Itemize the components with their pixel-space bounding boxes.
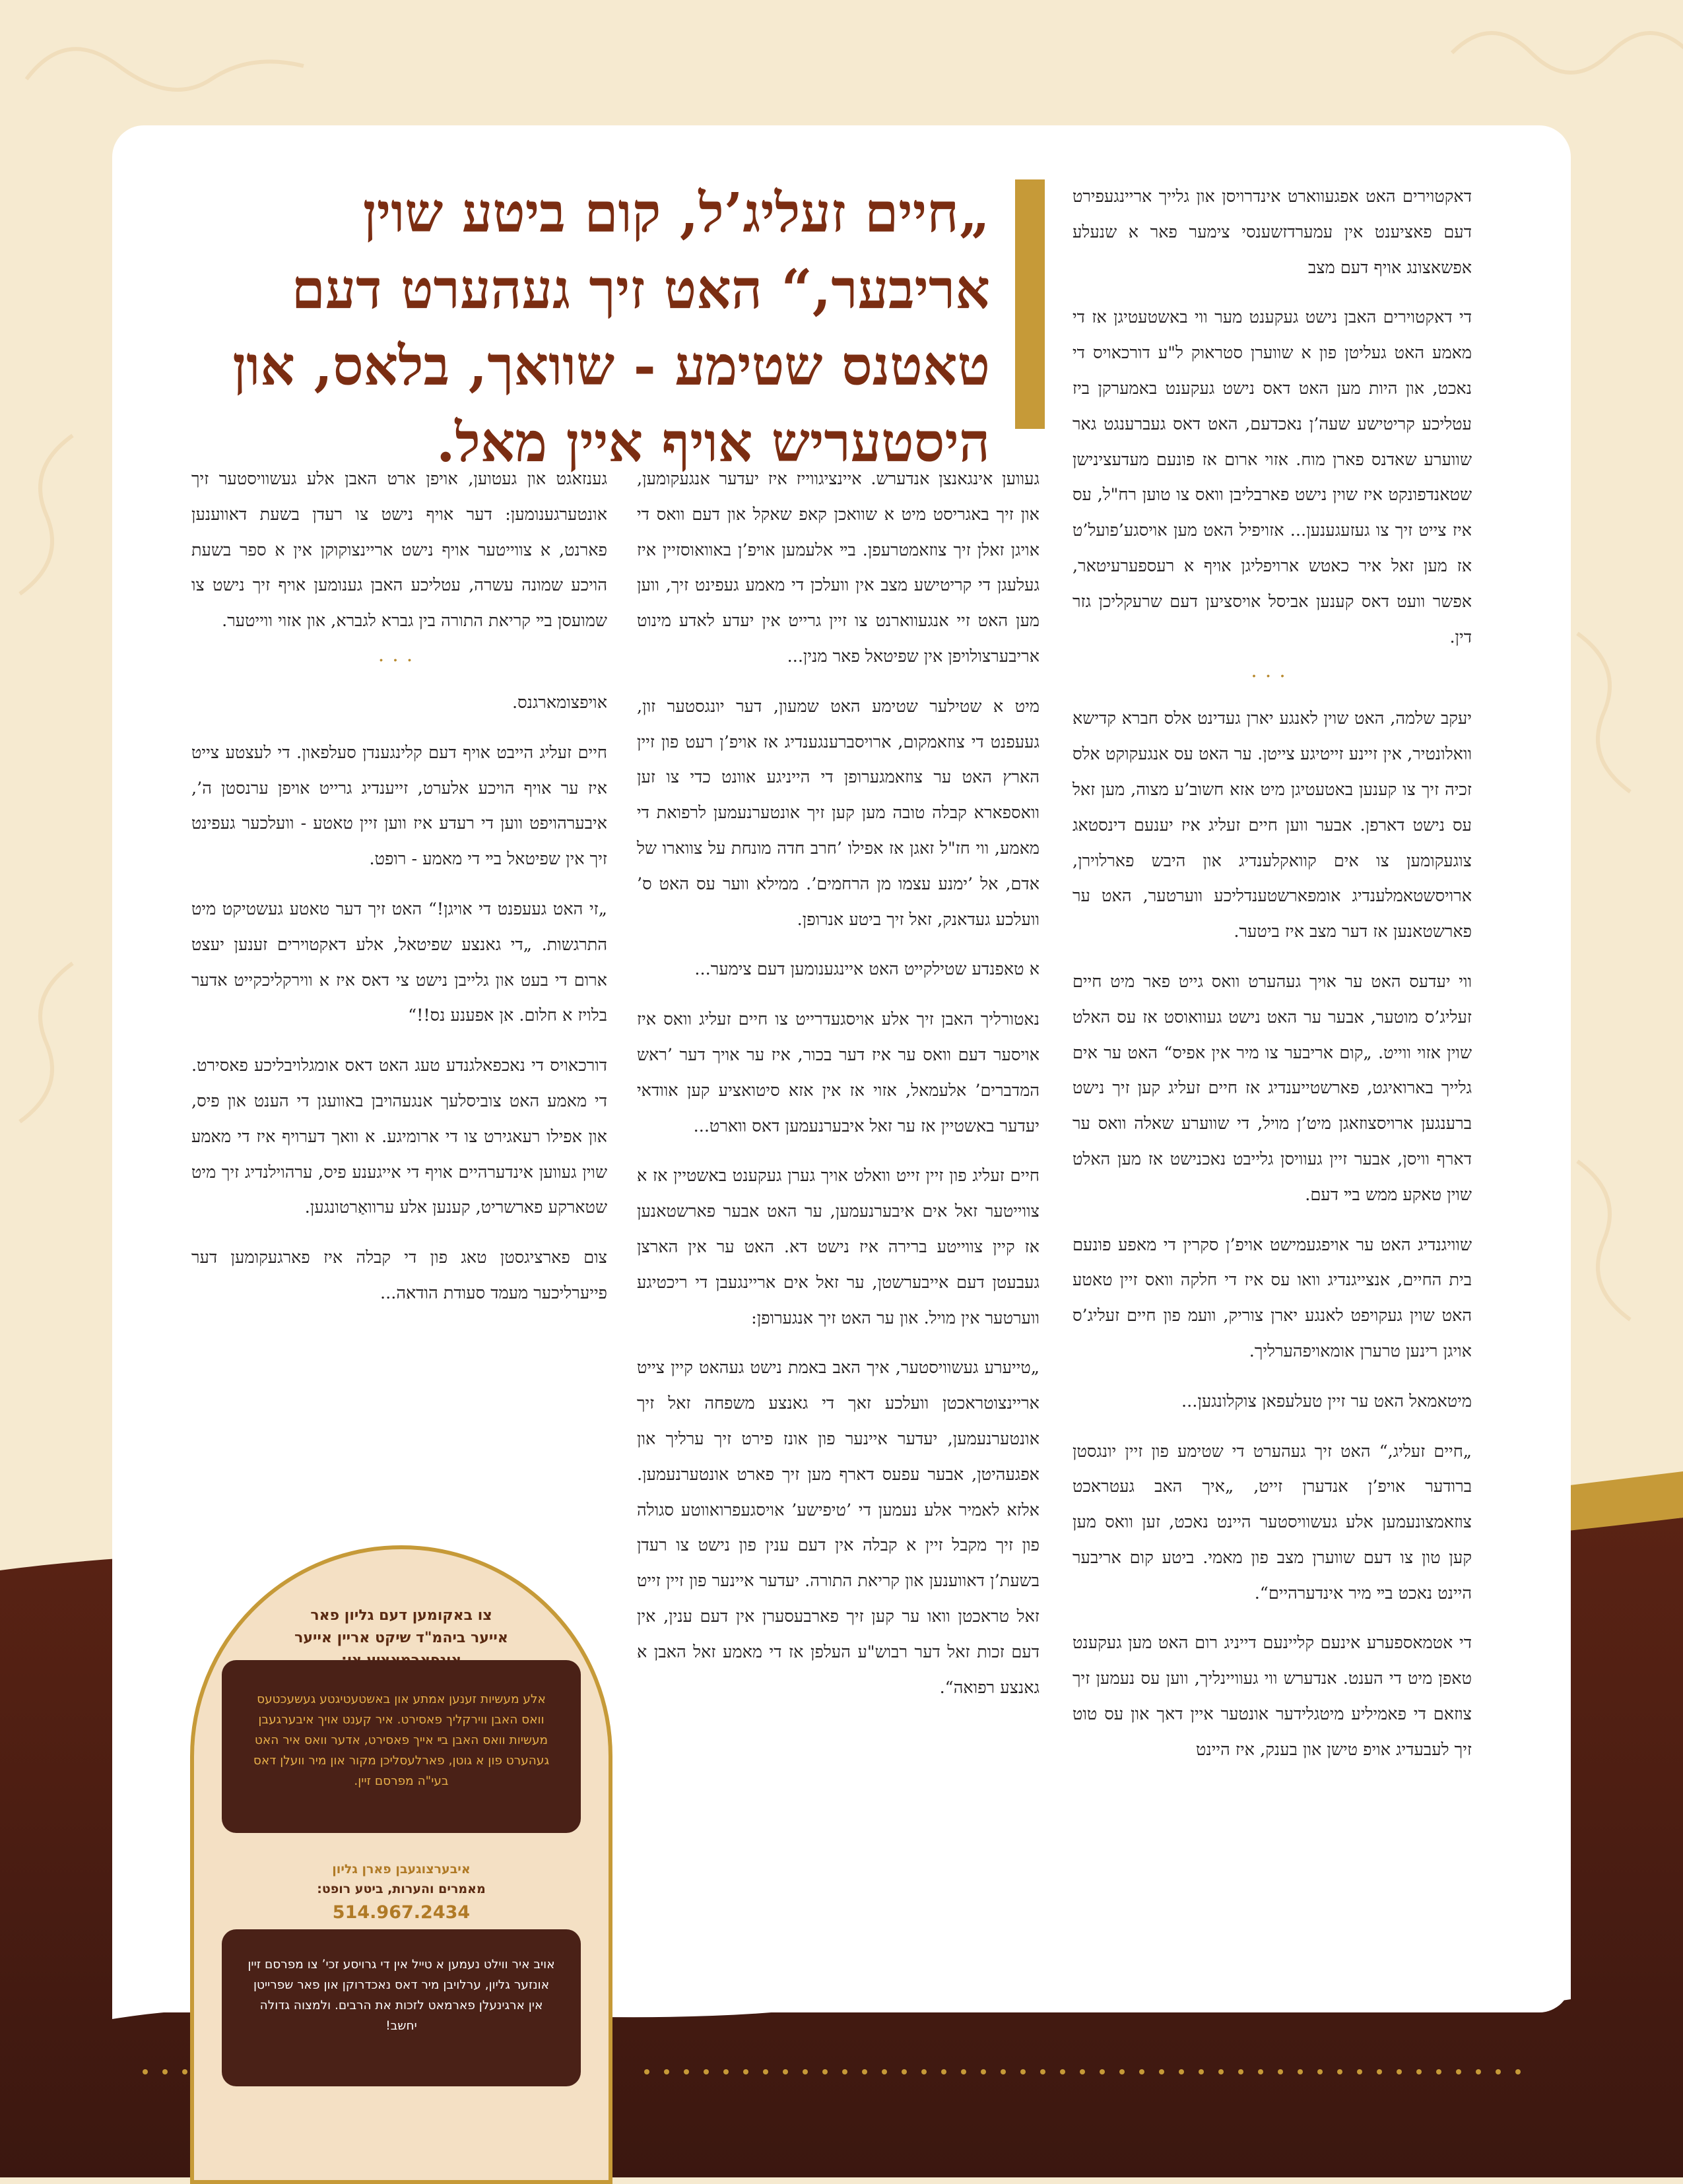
paragraph: מיטאמאל האט ער זיין טעלעפאן צוקלונגען... <box>1181 1391 1472 1411</box>
contact-title-line: מאמרים והערות, ביטע רופט: <box>317 1882 486 1896</box>
subscription-info-box <box>190 1545 612 2184</box>
paragraph: חיים זעליג פון זיין זייט וואלט אויך גערן געקענט באשטיין אז א צווייטער זאל אים איבערנעמען, ער האט אבער פארשטאנען אז קיין צווייטע ברירה איז נישט דא. האט ער אין הארצן געבעטן דעם אייבערשטן, ער זאל אים אריינגעבן די ריכטיגע ווערטער אין מויל. און ער האט זיך אנגערופן: <box>637 1166 1040 1328</box>
paragraph: מיט א שטילער שטימע האט שמעון, דער יונגסטער זון, געעפנט די צוזאמקום, ארויסברענגענדיג אז אויפ’ן רעט פון זיין הארץ האט ער צוזאמגערופן די הייניגע אוונט כדי צו זען וואספארא קבלה טובה מען קען זיך אונטערנעמען לרפואת די מאמע, ווי חז"ל זאגן אז אפילו ’חרב חדה מונחת על צווארו של אדם, אל ’ימנע עצמו מן הרחמים’. ממילא ווער עס האט ס’ וועלכע געדאנק, זאל זיך ביטע אנרופן. <box>637 696 1040 930</box>
headline: „חיים זעליג’ל, קום ביטע שוין אריבער,“ האט זיך געהערט דעם טאטנס שטימע - שוואך, בלאס, און היסטעריש אויף איין מאל. <box>232 181 990 474</box>
subscribe-title-line: צו באקומען דעם גליון פאר <box>310 1607 492 1624</box>
stories-notice-panel <box>222 1660 581 1833</box>
paragraph: חיים זעליג הייבט אויף דעם קלינגענדן סעלפאון. די לעצטע צייט איז ער אויף הויכע אלערט, זייענדיג גרייט אויפן ערנסטן ה’, איבערהויפט ווען די רעדע איז ווען זיין טאטע - וועלכער געפינט זיך אין שפיטאל בײ די מאמע - רופט. <box>191 742 607 870</box>
paragraph: „טייערע געשוויסטער, איך האב באמת נישט געהאט קיין צייט אריינצוטראכטן וועלכע זאך די גאנצע משפחה זאל זיך אונטערנעמען, יעדער איינער פון אונז פירט זיך ערליך און אפגעהיטן, אבער עפעס דארף מען זיך פארט אונטערנעמען. אלזא לאמיר אלע נעמען די ’טיפישע’ אויסגעפרואווטע סגולה פון זיך מקבל זיין א קבלה אין דעם ענין פון נישט צו רעדן בשעת’ן דאווענען און קריאת התורה. יעדער איינער פון זיין זייט זאל טראכטן וואו ער קען זיך פארבעסערן אין דעם ענין, אין דעם זכות זאל דער רבוש"ע העלפן אז די מאמע זאל האבן א גאנצע רפואה“. <box>637 1358 1040 1698</box>
paragraph: געווען אינגאנצן אנדערש. איינציגווייז איז יעדער אנגעקומען, און זיך באגריסט מיט א שוואכן קאפ שאקל און דעם וואס די אויגן זאלן זיך צוזאמטרעפן. בײ אלעמען אויפ’ן באוואוסזיין איז געלעגן די קריטישע מצב אין וועלכן די מאמע געפינט זיך, ווען מען האט זיי אנגעווארנט צו זיין גרייט אין יעדע לאדע מינוט אריבערצולויפן אין שפיטאל פאר מנין... <box>637 469 1040 666</box>
paragraph: די דאקטוירים האבן נישט געקענט מער ווי באשטעטיגן אז די מאמע האט געליטן פון א שווערן סטראוק ל"ע דורכאויס די נאכט, און היות מען האט דאס נישט געקענט באמערקן ביז עטליכע קריטישע שעה’ן נאכדעם, האט דאס געברענגט גאר שווערע שאדנס פארן מוח. אזוי ארום אז פונעם מעדעצינישן שטאנדפונקט איז שוין נישט פארבליבן וואס צו טוען רח"ל, עס איז צייט זיך צו געזעגענען... אזויפיל האט מען אויסגע’פועל’ט אז מען זאל איר כאטש ארויפליגן אויף א רעספערעיטאר, אפשר וועט דאס קענען אביסל אויסציען דעם שרעקליכן גזר דין. <box>1072 307 1472 647</box>
distribution-notice-text: אויב איר ווילט נעמען א טייל אין די גרויסע זכי’ צו מפרסם זיין אונזער גליון, ערלויבן מיר דאס נאכדרוקן און פאר שפרייטן אין ארגינעלן פארמאט לזכות את הרבים. ולמצוה גדולה יחשב! <box>248 1958 555 2033</box>
paragraph: יעקב שלמה, האט שוין לאנגע יארן געדינט אלס חברא קדישא וואלונטיר, אין זיינע זייטיגע צייטן. ער האט עס אנגעקוקט אלס זכיה זיך צו קענען באטעטיגן מיט אזא חשוב’ע מצוה, מען זאל עס נישט דארפן. אבער ווען חיים זעליג איז יענעם דינסטאג צוגעקומען צו אים קוואקלענדיג און היבש פארלוירן, ארויסשטאמלענדיג אומפארשטענדליכע ווערטער, האט ער פארשטאנען אז דער מצב איז ביטער. <box>1072 709 1472 942</box>
contact-title-line: איבערצוגעבן פארן גליון <box>332 1862 471 1877</box>
section-separator: ... <box>378 643 421 666</box>
paragraph: גענזאגט און געטוען, אויפן ארט האבן אלע געשוויסטער זיך אונטערגענומען: דער אויף נישט צו רעדן בשעת דאווענען פארנט, א צווייטער אויף נישט אריינצוקוקן אין א ספר בשעת הויכע שמונה עשרה, עטליכע האבן גענומען אויף זיך נישט צו שמועסן בײ קריאת התורה בין גברא לגברא, און אזוי ווייטער. <box>191 469 607 631</box>
paragraph: די אטמאספערע אינעם קליינעם דייניג רום האט מען געקענט טאפן מיט די הענט. אנדערש ווי געוויינליך, ווען עס נעמען זיך צוזאם די פאמיליע מיטגלידער אונטער איין דאך און עס טוט זיך לעבעדיג אויפ טישן און בענק, איז היינט <box>1072 1633 1472 1760</box>
paragraph: ווי יעדעס האט ער אויך געהערט וואס גייט פאר מיט חיים זעליג’ס מוטער, אבער ער האט נישט געוואוסט אז עס האלט שוין אזוי ווייט. „קום אריבער צו מיר אין אפיס“ האט ער אים גלייך בארואיגט, פארשטייענדיג אז חיים זעליג קען זיך נישט ברענגען ארויסצוזאגן מיט’ן מויל, די שווערע שאלה וואס ער דארף וויסן, אבער זיין געוויסן גלייבט נאכנישט אז מען האלט שוין טאקע ממש בײ דעם. <box>1072 971 1472 1205</box>
paragraph: „חיים זעליג,“ האט זיך געהערט די שטימע פון זיין יונגסטן ברודער אויפ’ן אנדערן זייט, „איך האב געטראכט צוזאמצונעמען אלע געשוויסטער היינט נאכט, זען וואס מען קען טון צו דעם שווערן מצב פון מאמי. ביטע קום אריבער היינט נאכט בײ מיר אינדערהיים“. <box>1072 1441 1472 1603</box>
headline-accent-bar <box>1015 179 1045 429</box>
article-column-right <box>1072 179 1472 1783</box>
paragraph: צום פארציגסטן טאג פון די קבלה איז פארגעקומען דער פייערליכער מעמד סעודת הודאה... <box>191 1248 607 1303</box>
article-column-left <box>191 462 607 1326</box>
distribution-notice-panel <box>222 1929 581 2086</box>
paragraph: דורכאויס די נאכפאלגנדע טעג האט דאס אומגלויבליכע פאסירט. די מאמע האט צוביסלעך אנגעהויבן באוועגן די הענט און פיס, און אפילו רעאגירט צו די ארומיגע. א וואך דערויף איז די מאמע שוין געווען אינדערהיים אויף די אייגענע פיס, ערהוילנדיג זיך מיט שטארקע פארשריט, קענען אלע ערוואַרטונגען. <box>191 1056 607 1218</box>
paragraph: „זי האט געעפנט די אויגן!“ האט זיך דער טאטע געשטיקט מיט התרגשות. „די גאנצע שפיטאל, אלע דאקטוירים זענען יעצט ארום די בעט און גלייבן נישט צי דאס איז א ווירקליכקייט אדער בלויז א חלום. אן אפענע נס!!“ <box>191 899 607 1026</box>
contact-phone[interactable]: 514.967.2434 <box>332 1902 471 1923</box>
stories-notice-text: אלע מעשיות זענען אמתע און באשטעטיגטע געשעכטעס וואס האבן ווירקליך פאסירט. איר קענט אויך איבערגעבן מעשיות וואס האבן בײ אייך פאסירט, אדער וואס איר האט געהערט פון א גוטן, פארלעסליכן מקור און מיר וועלן דאס בעי"ה מפרסם זיין. <box>253 1692 550 1788</box>
article-column-middle <box>637 462 1040 1720</box>
paragraph: שוויגנדיג האט ער אויפגעמישט אויפ’ן סקרין די מאפע פונעם בית החיים, אנצייגנדיג וואו עס איז די חלקה וואס זיין טאטע האט שוין געקויפט לאנגע יארן צוריק, וועמ פון חיים זעליג’ס אויגן רינען טרערן אומאויפהערליך. <box>1072 1235 1472 1361</box>
paragraph: אויפצומארגנס. <box>512 692 607 713</box>
subscribe-title-line: אייער ביהמ"ד שיקט אריין אייער <box>294 1630 508 1646</box>
paragraph: נאטורליך האבן זיך אלע אויסגעדרייט צו חיים זעליג וואס איז אויסער דעם וואס ער איז דער בכור, איז ער אויך דער ’ראש המדברים’ אלעמאל, אזוי אז אין אזא סיטואציע קען אוודאי יעדער באשטיין אז ער זאל איבערנעמען דאס ווארט... <box>637 1010 1040 1136</box>
section-separator: ... <box>1251 659 1294 683</box>
paragraph: א טאפנדע שטילקייט האט איינגענומען דעם צימער... <box>694 959 1040 980</box>
paragraph: דאקטוירים האט אפגעווארט אינדרויסן און גלייך אריינגעפירט דעם פאציענט אין עמערדזשענסי צימער פאר א שנעלע אפשאצונג אויף דעם מצב <box>1072 187 1472 278</box>
